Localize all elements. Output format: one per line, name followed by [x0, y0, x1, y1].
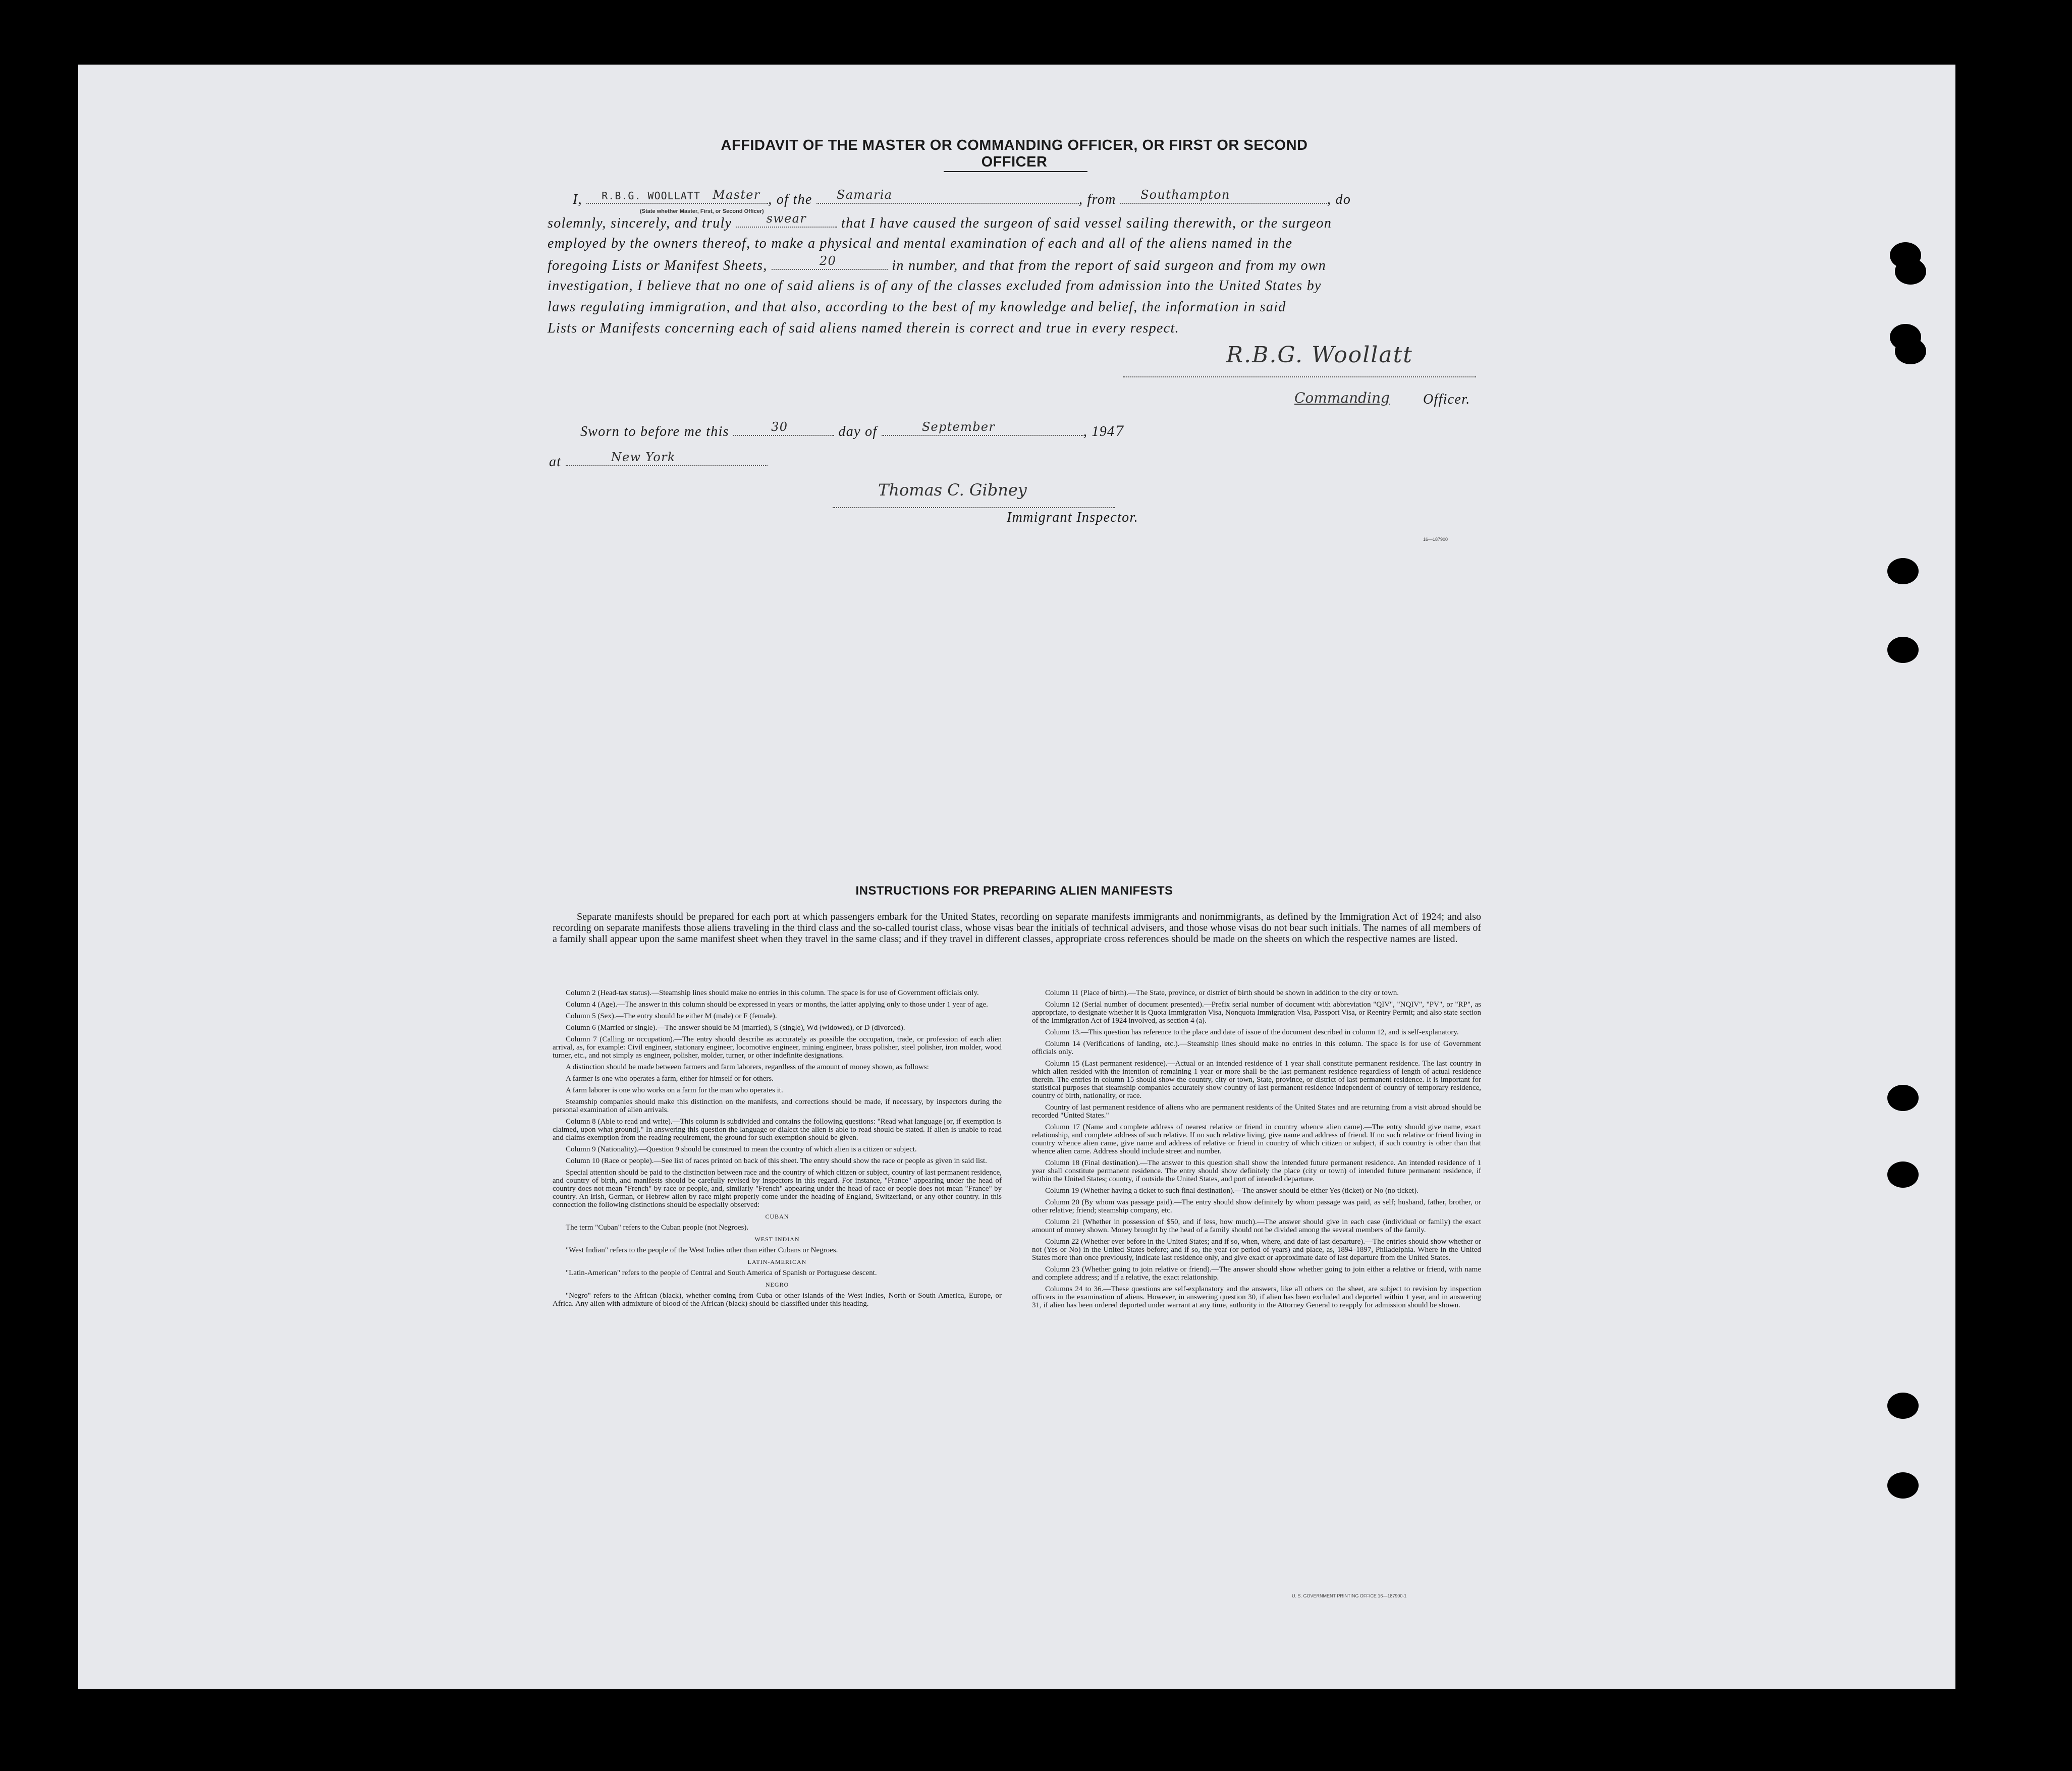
port-field [1120, 188, 1327, 204]
instructions-title: INSTRUCTIONS FOR PREPARING ALIEN MANIFESTS [855, 884, 1173, 898]
sworn-at-line [549, 450, 768, 470]
instruction-paragraph: Column 11 (Place of birth).—The State, province, or district of birth should be shown in addition to the city or town. [1045, 989, 1399, 997]
affidavit-line-4 [548, 254, 1327, 274]
line4-text-b: in number, and that from the report of said surgeon and from my own [892, 258, 1327, 273]
instruction-paragraph: A farmer is one who operates a farm, either for himself or for others. [566, 1075, 774, 1083]
punch-hole [1887, 637, 1919, 663]
instruction-paragraph: Column 19 (Whether having a ticket to such final destination).—The answer should be either Yes (ticket) or No (no ticket). [1045, 1187, 1419, 1195]
instruction-paragraph: Column 22 (Whether ever before in the United States; and if so, when, where, and date of last departure).—The entries should show whether or not (Yes or No) in the United States before; and if so, the year (or period of years) and place, as, 1894–1897, Philadelphia. Where in the United States more than once previously, indicate last residence only, and give exact or approximate date of last departure from the United States. [1032, 1238, 1481, 1262]
punch-hole [1887, 1393, 1919, 1419]
instruction-paragraph: Column 18 (Final destination).—The answer to this question shall show the intended future permanent residence. An intended residence of 1 year shall constitute permanent residence. The entry should show definitely the place (city or town) of intended future permanent residence, if within the United States; country, if outside the United States, and port of intended departure. [1032, 1159, 1481, 1183]
race-heading: LATIN-AMERICAN [747, 1258, 807, 1265]
instruction-paragraph: Columns 24 to 36.—These questions are self-explanatory and the answers, like all others on the sheet, are subject to revision by inspection officers in the examination of aliens. However, in answering question 30, if alien has been excluded and deported within 1 year, and in answering 31, if alien has been ordered deported under warrant at any time, authority in the Attorney General to reapply for admission should be shown. [1032, 1285, 1481, 1309]
instruction-paragraph: A distinction should be made between farmers and farm laborers, regardless of the amount of money shown, as follows: [566, 1063, 929, 1071]
race-definition: "Negro" refers to the African (black), whether coming from Cuba or other islands of the West Indies, North or South America, Europe, or Africa. Any alien with admixture of blood of the African (black) should be classified under this heading. [553, 1292, 1002, 1308]
day-of-label: day of [838, 424, 878, 439]
instruction-paragraph: Column 4 (Age).—The answer in this column should be expressed in years or months, the latter applying only to those under 1 year of age. [566, 1001, 988, 1009]
sworn-day-field [733, 420, 834, 436]
vessel-name: Samaria [836, 188, 893, 202]
punch-hole [1887, 1161, 1919, 1188]
instruction-paragraph: Column 8 (Able to read and write).—This column is subdivided and contains the following questions: "Read what language [or, if exemption is claimed, upon what ground]." In answering this question the language or dialect the alien is able to read should be stated. If alien is unable to read and claims exemption from the reading requirement, the ground for such exemption should be given. [553, 1118, 1002, 1142]
year-prefix: , 194 [1083, 424, 1115, 439]
affidavit-title: AFFIDAVIT OF THE MASTER OR COMMANDING OFFICER, OR FIRST OR SECOND OFFICER [721, 137, 1308, 170]
instruction-paragraph: Column 23 (Whether going to join relative or friend).—The answer should show whether going to join either a relative or friend, with name and complete address; and if a relative, the exact relationship. [1032, 1265, 1481, 1282]
punch-hole [1895, 258, 1926, 285]
affidavit-line-1 [573, 188, 1351, 208]
punch-hole [1887, 558, 1919, 584]
instruction-paragraph: Special attention should be paid to the distinction between race and the country of which citizen or subject, country of last permanent residence, and country of birth, and manifests should be carefully revised by inspectors in this regard. For instance, "France" appearing under the head of country does not mean "French" by race or people, and, similarly "French" appearing under the head of race or people does not mean "France" by country. An Irish, German, or Hebrew alien by race might properly come under the heading of England, Switzerland, or any other country. In this connection the following distinctions should be especially observed: [553, 1169, 1002, 1209]
affidavit-line-5: investigation, I believe that no one of said aliens is of any of the classes excluded from admission into the United States by [548, 278, 1322, 294]
instructions-intro: Separate manifests should be prepared for each port at which passengers embark for the United States, recording on separate manifests immigrants and nonimmigrants, as defined by the Immigration Act of 1924; and also recording on separate manifests those aliens traveling in the third class and the so-called tourist class, whose visas bear the initials of technical advisers, and those whose visas do not bear such initials. The names of all members of a family shall appear upon the same manifest sheet when they travel in the same class; and if they travel in different classes, appropriate cross references should be made on the sheets on which the respective names are listed. [553, 911, 1481, 945]
race-heading: WEST INDIAN [754, 1236, 800, 1243]
sworn-place: New York [611, 450, 676, 464]
punch-hole [1887, 1472, 1919, 1499]
instructions-left-column [553, 989, 1002, 1311]
instruction-paragraph: Column 15 (Last permanent residence).—Actual or an intended residence of 1 year shall constitute permanent residence. The last country in which alien resided with the intention of remaining 1 year or more shall be the last permanent residence regardless of length of actual residence therein. The entries in column 15 should show the country, city or town, State, province, or district of last permanent residence. It is important for statistical purposes that steamship companies accurately show country of last permanent residence independent of country of temporary residence, country of birth, nationality, or race. [1032, 1060, 1481, 1100]
title-rule [944, 171, 1087, 172]
sheets-count: 20 [820, 254, 837, 268]
year-digit: 7 [1115, 423, 1125, 439]
instructions-right-column [1032, 989, 1481, 1313]
race-definition: The term "Cuban" refers to the Cuban people (not Negroes). [566, 1224, 749, 1232]
line2-text-b: that I have caused the surgeon of said vessel sailing therewith, or the surgeon [841, 215, 1332, 231]
do-label: , do [1327, 192, 1351, 207]
i-label: I, [573, 192, 582, 207]
master-position: Master [713, 188, 760, 202]
race-definition: "Latin-American" refers to the people of Central and South America of Spanish or Portuguese descent. [566, 1269, 877, 1277]
instruction-paragraph: Column 7 (Calling or occupation).—The entry should describe as accurately as possible the occupation, trade, or profession of each alien arrival, as, for example: Civil engineer, stationary engineer, locomotive engineer, mining engineer, brass polisher, steel polisher, iron molder, wood turner, etc., and not simply as engineer, polisher, molder, turner, or other indefinite designations. [553, 1035, 1002, 1060]
instruction-paragraph: Country of last permanent residence of aliens who are permanent residents of the United States and are returning from a visit abroad should be recorded "United States." [1032, 1103, 1481, 1120]
form-number: 16—187900 [1423, 537, 1448, 542]
of-the-label: , of the [768, 192, 812, 207]
instruction-paragraph: Column 2 (Head-tax status).—Steamship lines should make no entries in this column. The space is for use of Government officials only. [566, 989, 979, 997]
instruction-paragraph: Column 5 (Sex).—The entry should be either M (male) or F (female). [566, 1012, 777, 1020]
sworn-line [580, 420, 1125, 440]
departure-port: Southampton [1140, 188, 1230, 202]
sworn-month: September [921, 420, 996, 434]
inspector-label: Immigrant Inspector. [1007, 510, 1138, 525]
signature-rule [1123, 376, 1476, 377]
instruction-paragraph: Column 6 (Married or single).—The answer should be M (married), S (single), Wd (widowed), or D (divorced). [566, 1024, 905, 1032]
oath-field [736, 211, 837, 228]
master-name: R.B.G. WOOLLATT [602, 190, 700, 202]
instruction-paragraph: Column 20 (By whom was passage paid).—The entry should show definitely by whom passage was paid, as self; husband, father, brother, or other relative; friend; steamship company, etc. [1032, 1198, 1481, 1214]
vessel-field [816, 188, 1079, 204]
line2-text-a: solemnly, sincerely, and truly [548, 215, 732, 231]
instruction-paragraph: Column 10 (Race or people).—See list of races printed on back of this sheet. The entry should show the race or people as given in said list. [566, 1157, 987, 1165]
sworn-place-field [566, 450, 768, 466]
oath-word: swear [766, 211, 807, 226]
sworn-day: 30 [771, 420, 788, 434]
race-heading: NEGRO [765, 1281, 789, 1288]
punch-hole [1887, 1085, 1919, 1111]
officer-label: Officer. [1423, 392, 1470, 407]
instruction-paragraph: Column 13.—This question has reference to the place and date of issue of the document described in column 12, and is self-explanatory. [1045, 1028, 1459, 1036]
affidavit-line-3: employed by the owners thereof, to make a physical and mental examination of each and all of the aliens named in the [548, 236, 1293, 251]
sworn-label: Sworn to before me this [580, 424, 729, 439]
position-note: (State whether Master, First, or Second Officer) [640, 208, 764, 214]
instruction-paragraph: A farm laborer is one who works on a farm for the man who operates it. [566, 1086, 783, 1094]
at-label: at [549, 454, 562, 470]
master-signature: R.B.G. Woollatt [1226, 342, 1413, 368]
punch-hole [1895, 338, 1926, 364]
instruction-paragraph: Column 9 (Nationality).—Question 9 should be construed to mean the country of which alien is a citizen or subject. [566, 1145, 917, 1153]
race-definition: "West Indian" refers to the people of the West Indies other than either Cubans or Negroes. [566, 1246, 838, 1254]
inspector-rule [833, 507, 1115, 508]
line4-text-a: foregoing Lists or Manifest Sheets, [548, 258, 768, 273]
inspector-signature: Thomas C. Gibney [878, 480, 1027, 500]
instruction-paragraph: Column 14 (Verifications of landing, etc.).—Steamship lines should make no entries in this column. The space is for use of Government officials only. [1032, 1040, 1481, 1056]
name-field [586, 188, 768, 204]
affidavit-line-7: Lists or Manifests concerning each of said aliens named therein is correct and true in every respect. [548, 320, 1179, 336]
race-heading: CUBAN [765, 1213, 789, 1220]
sheets-field [772, 254, 888, 270]
printer-line: U. S. GOVERNMENT PRINTING OFFICE 16—187900-1 [1292, 1593, 1407, 1598]
signer-title: Commanding [1294, 390, 1390, 406]
from-label: , from [1078, 192, 1116, 207]
sworn-month-field [882, 420, 1083, 436]
instruction-paragraph: Column 21 (Whether in possession of $50, and if less, how much).—The answer should give in each case (individual or family) the exact amount of money shown. Money brought by the head of a family should not be divided among the several members of the family. [1032, 1218, 1481, 1234]
instruction-paragraph: Steamship companies should make this distinction on the manifests, and corrections should be made, if necessary, by inspectors during the personal examination of alien arrivals. [553, 1098, 1002, 1114]
instruction-paragraph: Column 12 (Serial number of document presented).—Prefix serial number of document with abbreviation "QIV", "NQIV", "PV", or "RP", as appropriate, to designate whether it is Quota Immigration Visa, Nonquota Immigration Visa, Passport Visa, or Reentry Permit; and also state section of the Immigration Act of 1924 involved, as section 4 (a). [1032, 1001, 1481, 1025]
instruction-paragraph: Column 17 (Name and complete address of nearest relative or friend in country whence alien came).—The entry should give name, exact relationship, and complete address of such relative. If no such relative living, give name and address of friend. If no such relative or friend living in country whence alien came, give name and address of relative or friend in country of which citizen or subject, if such country is other than that whence alien came. Address should include street and number. [1032, 1123, 1481, 1155]
affidavit-line-6: laws regulating immigration, and that also, according to the best of my knowledge and belief, the information in said [548, 299, 1286, 315]
